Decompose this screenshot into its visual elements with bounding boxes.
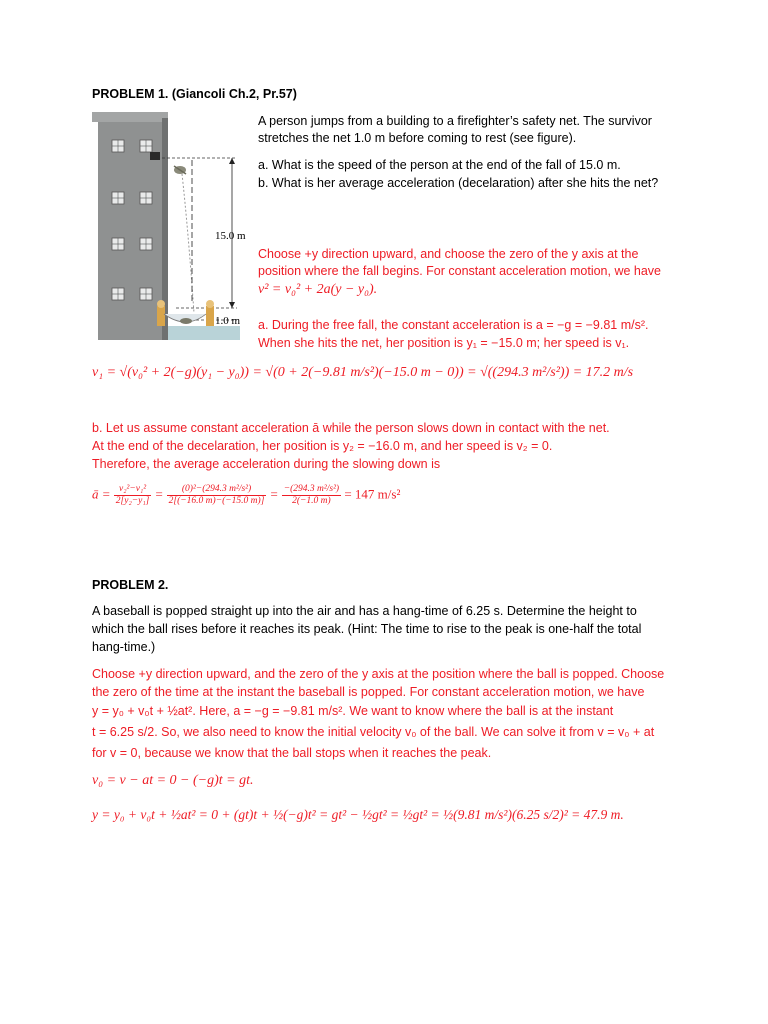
problem2-solution-line-2: the zero of the time at the instant the baseball is popped. For constant acceleration motion, we have (92, 685, 645, 699)
abar-fraction-2 (167, 484, 267, 507)
problem1-statement-line-2: stretches the net 1.0 m before coming to rest (see figure). (258, 131, 577, 145)
problem2-statement-line-1: A baseball is popped straight up into the air and has a hang-time of 6.25 s. Determine the height to (92, 604, 637, 618)
building-figure (92, 108, 252, 346)
average-acceleration-equation: ā = $\frac{\text{v₂²−v₁²}}{\text{2[y₂−y₁]}}$ = $\frac{\text{(0)²−(294.3 m²/s²)}}{2[(-16.0 m)-(-15.0 m)]}$ = $\frac{\text{−(294.3 m²/s²)}}{2(-1.0 m)}$ = 147 m/s² (92, 484, 401, 506)
abar-fraction-3 (282, 484, 341, 507)
abar-fraction-1-numerator: v₂²−v₁² (114, 484, 152, 496)
problem1-solution-intro-1: Choose +y direction upward, and choose the zero of the y axis at the (258, 247, 639, 261)
abar-fraction-1 (114, 484, 152, 507)
net-stretch-label: 1.0 m (215, 315, 241, 327)
problem1-statement-line-1: A person jumps from a building to a firefighter’s safety net. The survivor (258, 114, 652, 128)
problem2-heading: PROBLEM 2. (92, 578, 169, 592)
problem1-heading: PROBLEM 1. (Giancoli Ch.2, Pr.57) (92, 87, 297, 101)
part-b-line-1: b. Let us assume constant acceleration ā while the person slows down in contact with the net. (92, 421, 610, 435)
problem1-solution-intro-2: position where the fall begins. For constant acceleration motion, we have (258, 264, 662, 278)
falling-person (174, 166, 186, 174)
part-b-line-3: Therefore, the average acceleration during the slowing down is (92, 457, 441, 471)
abar-result: = 147 m/s² (344, 486, 401, 502)
problem2-solution-line-1: Choose +y direction upward, and the zero of the y axis at the position where the ball is popped. Choose (92, 667, 665, 681)
problem1-question-b: b. What is her average acceleration (decelaration) after she hits the net? (258, 176, 659, 190)
problem2-solution-line-5: for v = 0, because we know that the ball stops when it reaches the peak. (92, 746, 492, 760)
v1-equation: v₁ = √(v₀² + 2(−g)(y₁ − y₀)) = √(0 + 2(−9.81 m/s²)(−15.0 m − 0)) = √((294.3 m²/s²)) = 17.2 m/s (92, 365, 634, 380)
problem1-question-a: a. What is the speed of the person at the end of the fall of 15.0 m. (258, 158, 621, 172)
ground (168, 326, 240, 340)
problem2-solution-line-4: t = 6.25 s/2. So, we also need to know the initial velocity v₀ of the ball. We can solve it from v = v₀ + at (92, 725, 655, 739)
v0-equation: v₀ = v − at = 0 − (−g)t = gt. (92, 773, 254, 788)
part-a-line-1: a. During the free fall, the constant acceleration is a = −g = −9.81 m/s². (258, 318, 649, 332)
problem2-statement-line-3: hang-time.) (92, 640, 156, 654)
abar-fraction-3-denominator: 2(−1.0 m) (292, 496, 331, 506)
height-equation: y = y₀ + v₀t + ½at² = 0 + (gt)t + ½(−g)t² = gt² − ½gt² = ½gt² = ½(9.81 m/s²)(6.25 s/2)² = 47.9 m. (92, 807, 624, 822)
abar-fraction-2-denominator: 2[(−16.0 m)−(−15.0 m)] (168, 496, 265, 506)
problem2-solution-line-3: y = y₀ + v₀t + ½at². Here, a = −g = −9.81 m/s². We want to know where the ball is at the instant (92, 704, 614, 718)
abar-fraction-2-numerator: (0)²−(294.3 m²/s²) (167, 484, 267, 496)
kinematic-equation: v² = v₀² + 2a(y − y₀). (258, 282, 378, 297)
part-a-line-2: When she hits the net, her position is y₁ = −15.0 m; her speed is v₁. (258, 336, 630, 350)
problem2-statement-line-2: which the ball rises before it reaches its peak. (Hint: The time to rise to the peak is one-half the total (92, 622, 642, 636)
abar-fraction-3-numerator: −(294.3 m²/s²) (283, 484, 340, 494)
part-b-line-2: At the end of the decelaration, her position is y₂ = −16.0 m, and her speed is v₂ = 0. (92, 439, 553, 453)
fall-distance-label: 15.0 m (215, 230, 246, 242)
abar-lhs: ā = (92, 486, 111, 502)
abar-fraction-1-denominator: 2[y₂−y₁] (115, 496, 150, 506)
